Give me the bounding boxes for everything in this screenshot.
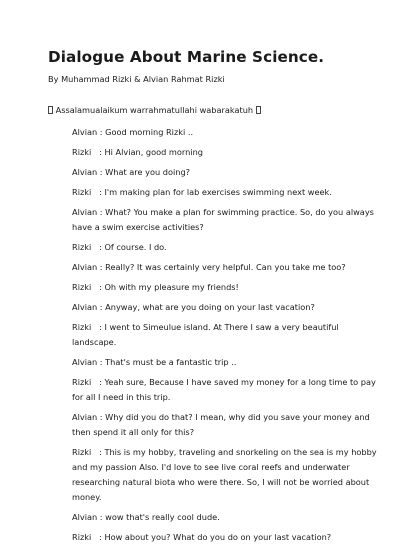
speaker-separator: : — [97, 412, 106, 422]
dialogue-text: Hi Alvian, good morning — [104, 147, 203, 157]
greeting-text: Assalamualaikum warrahmatullahi wabarakatuh — [55, 105, 254, 115]
speaker-separator: : — [97, 262, 106, 272]
speaker-separator: : — [91, 447, 105, 457]
speaker-separator: : — [97, 167, 106, 177]
dialogue-text: Yeah sure, Because I have saved my money for a long time to pay for all I need in this trip. — [72, 377, 376, 402]
dialogue-line — [72, 355, 378, 370]
dialogue-line — [72, 445, 378, 505]
speaker-separator: : — [91, 242, 105, 252]
speaker-separator: : — [91, 322, 105, 332]
missing-glyph-icon — [48, 106, 53, 114]
speaker-name: Rizki — [72, 532, 92, 542]
document-authors: By Muhammad Rizki & Alvian Rahmat Rizki — [48, 74, 225, 84]
dialogue-text: What are you doing? — [105, 167, 190, 177]
dialogue-text: How about you? What do you do on your last vacation? — [104, 532, 332, 542]
dialogue-text: Of course. I do. — [104, 242, 167, 252]
dialogue-line — [72, 125, 378, 140]
dialogue-text: Really? It was certainly very helpful. Can you take me too? — [105, 262, 346, 272]
dialogue-text: Why did you do that? I mean, why did you save your money and then spend it all only for this? — [72, 412, 370, 437]
dialogue-line — [72, 530, 378, 545]
speaker-name: Alvian — [72, 357, 98, 367]
dialogue-line — [72, 145, 378, 160]
dialogue-line — [72, 205, 378, 235]
dialogue-text: What? You make a plan for swimming practice. So, do you always have a swim exercise activities? — [72, 207, 374, 232]
speaker-name: Rizki — [72, 377, 92, 387]
speaker-separator: : — [91, 147, 105, 157]
dialogue-text: I'm making plan for lab exercises swimming next week. — [104, 187, 332, 197]
speaker-name: Alvian — [72, 412, 98, 422]
speaker-separator: : — [91, 282, 105, 292]
speaker-separator: : — [91, 532, 105, 542]
speaker-name: Alvian — [72, 302, 98, 312]
speaker-name: Rizki — [72, 147, 92, 157]
dialogue-line — [72, 240, 378, 255]
speaker-name: Alvian — [72, 127, 98, 137]
speaker-name: Rizki — [72, 322, 92, 332]
dialogue-text: That's must be a fantastic trip .. — [105, 357, 237, 367]
speaker-name: Rizki — [72, 242, 92, 252]
dialogue-text: I went to Simeulue island. At There I saw a very beautiful landscape. — [72, 322, 339, 347]
speaker-name: Rizki — [72, 447, 92, 457]
speaker-name: Alvian — [72, 207, 98, 217]
dialogue-text: Good morning Rizki .. — [105, 127, 194, 137]
dialogue-line — [72, 510, 378, 525]
speaker-separator: : — [91, 187, 105, 197]
document-page — [48, 47, 378, 542]
speaker-separator: : — [97, 207, 106, 217]
speaker-separator: : — [97, 302, 106, 312]
speaker-name: Alvian — [72, 262, 98, 272]
dialogue-text: This is my hobby, traveling and snorkeling on the sea is my hobby and my passion Also. I'd love to see live coral reefs and underwater researching natural biota who were there. So, I will not be worried about money. — [72, 447, 377, 502]
speaker-separator: : — [97, 512, 106, 522]
dialogue-text: Oh with my pleasure my friends! — [104, 282, 239, 292]
speaker-separator: : — [97, 357, 106, 367]
dialogue-line — [72, 280, 378, 295]
document-title: Dialogue About Marine Science. — [48, 48, 325, 66]
speaker-separator: : — [91, 377, 105, 387]
dialogue-text: wow that's really cool dude. — [105, 512, 220, 522]
speaker-name: Alvian — [72, 512, 98, 522]
dialogue-line — [72, 410, 378, 440]
dialogue-line — [72, 260, 378, 275]
dialogue-line — [72, 185, 378, 200]
greeting-line — [48, 104, 261, 116]
speaker-separator: : — [97, 127, 106, 137]
speaker-name: Alvian — [72, 167, 98, 177]
dialogue-line — [72, 320, 378, 350]
dialogue-line — [72, 300, 378, 315]
speaker-name: Rizki — [72, 282, 92, 292]
dialogue-text: Anyway, what are you doing on your last vacation? — [105, 302, 315, 312]
dialogue-line — [72, 375, 378, 405]
dialogue-line — [72, 165, 378, 180]
missing-glyph-icon — [256, 106, 261, 114]
speaker-name: Rizki — [72, 187, 92, 197]
